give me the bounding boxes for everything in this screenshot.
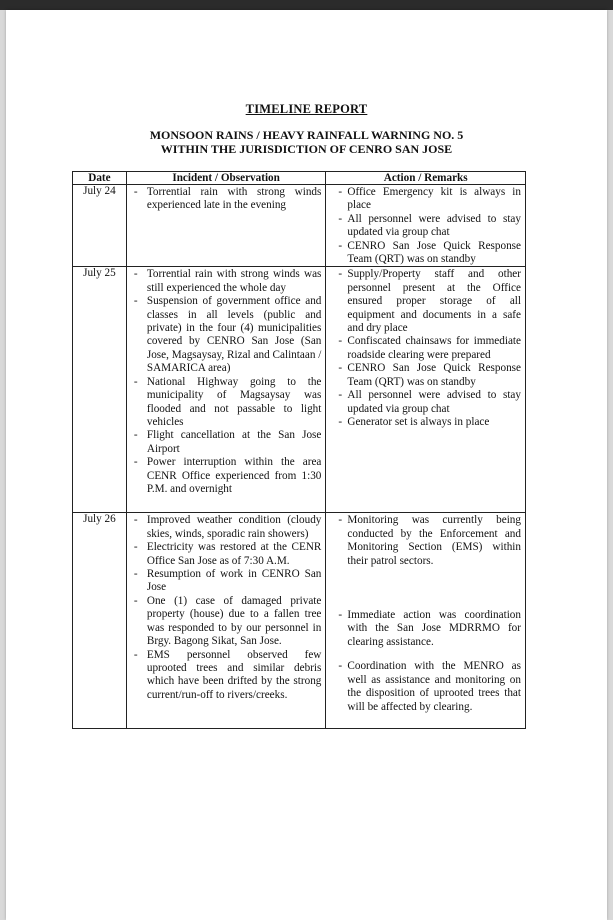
incident-item: - Resumption of work in CENRO San Jose [134, 568, 322, 595]
incident-cell [126, 513, 326, 729]
action-item: - CENRO San Jose Quick Response Team (QRT) was on standby [338, 240, 521, 267]
subtitle-line-2: WITHIN THE JURISDICTION OF CENRO SAN JOSE [160, 142, 453, 156]
header-date: Date [73, 172, 127, 185]
incident-cell [126, 267, 326, 513]
action-item: - All personnel were advised to stay updated via group chat [338, 389, 521, 416]
action-cell [326, 267, 526, 513]
report-subtitle [0, 128, 613, 156]
row-date: July 24 [73, 185, 127, 267]
incident-item: - Torrential rain with strong winds experienced late in the evening [134, 186, 322, 213]
row-date: July 25 [73, 267, 127, 513]
incident-item: - Improved weather condition (cloudy skies, winds, sporadic rain showers) [134, 514, 322, 541]
action-item: - Confiscated chainsaws for immediate roadside clearing were prepared [338, 335, 521, 362]
action-item: - Office Emergency kit is always in place [338, 186, 521, 213]
action-cell [326, 513, 526, 729]
incident-item: - EMS personnel observed few uprooted trees and similar debris which have been drifted by the strong current/run-off to rivers/creeks. [134, 649, 322, 703]
header-incident: Incident / Observation [126, 172, 326, 185]
action-item: - Monitoring was currently being conducted by the Enforcement and Monitoring Section (EMS) within their patrol sectors. [338, 514, 521, 568]
table-row [73, 185, 526, 267]
table-header-row [73, 172, 526, 185]
table-row [73, 267, 526, 513]
incident-item: - Electricity was restored at the CENR Office San Jose as of 7:30 A.M. [134, 541, 322, 568]
subtitle-line-1: MONSOON RAINS / HEAVY RAINFALL WARNING NO. 5 [149, 128, 464, 142]
incident-item: - Suspension of government office and classes in all levels (public and private) in the four (4) municipalities covered by CENRO San Jose (San Jose, Magsaysay, Rizal and Calintaan / SAMARICA area) [134, 295, 322, 375]
action-item: - Supply/Property staff and other personnel present at the Office ensured proper storage of all equipment and documents in a safe and dry place [338, 268, 521, 335]
action-cell [326, 185, 526, 267]
report-title: TIMELINE REPORT [245, 102, 368, 116]
action-item: - Coordination with the MENRO as well as assistance and monitoring on the disposition of uprooted trees that will be affected by clearing. [338, 660, 521, 714]
incident-item: - One (1) case of damaged private property (house) due to a fallen tree was responded to by our personnel in Brgy. Bagong Sikat, San Jose. [134, 595, 322, 649]
header-action: Action / Remarks [326, 172, 526, 185]
timeline-table [72, 171, 526, 729]
incident-item: - Flight cancellation at the San Jose Airport [134, 429, 322, 456]
row-date: July 26 [73, 513, 127, 729]
incident-cell [126, 185, 326, 267]
incident-item: - National Highway going to the municipality of Magsaysay was flooded and not passable to light vehicles [134, 376, 322, 430]
action-item: - All personnel were advised to stay updated via group chat [338, 213, 521, 240]
incident-item: - Power interruption within the area CENR Office experienced from 1:30 P.M. and overnight [134, 456, 322, 496]
action-item: - Generator set is always in place [338, 416, 521, 429]
action-item: - Immediate action was coordination with the San Jose MDRRMO for clearing assistance. [338, 609, 521, 649]
incident-item: - Torrential rain with strong winds was still experienced the whole day [134, 268, 322, 295]
table-row [73, 513, 526, 729]
viewer-top-bar [0, 0, 613, 10]
action-item: - CENRO San Jose Quick Response Team (QRT) was on standby [338, 362, 521, 389]
